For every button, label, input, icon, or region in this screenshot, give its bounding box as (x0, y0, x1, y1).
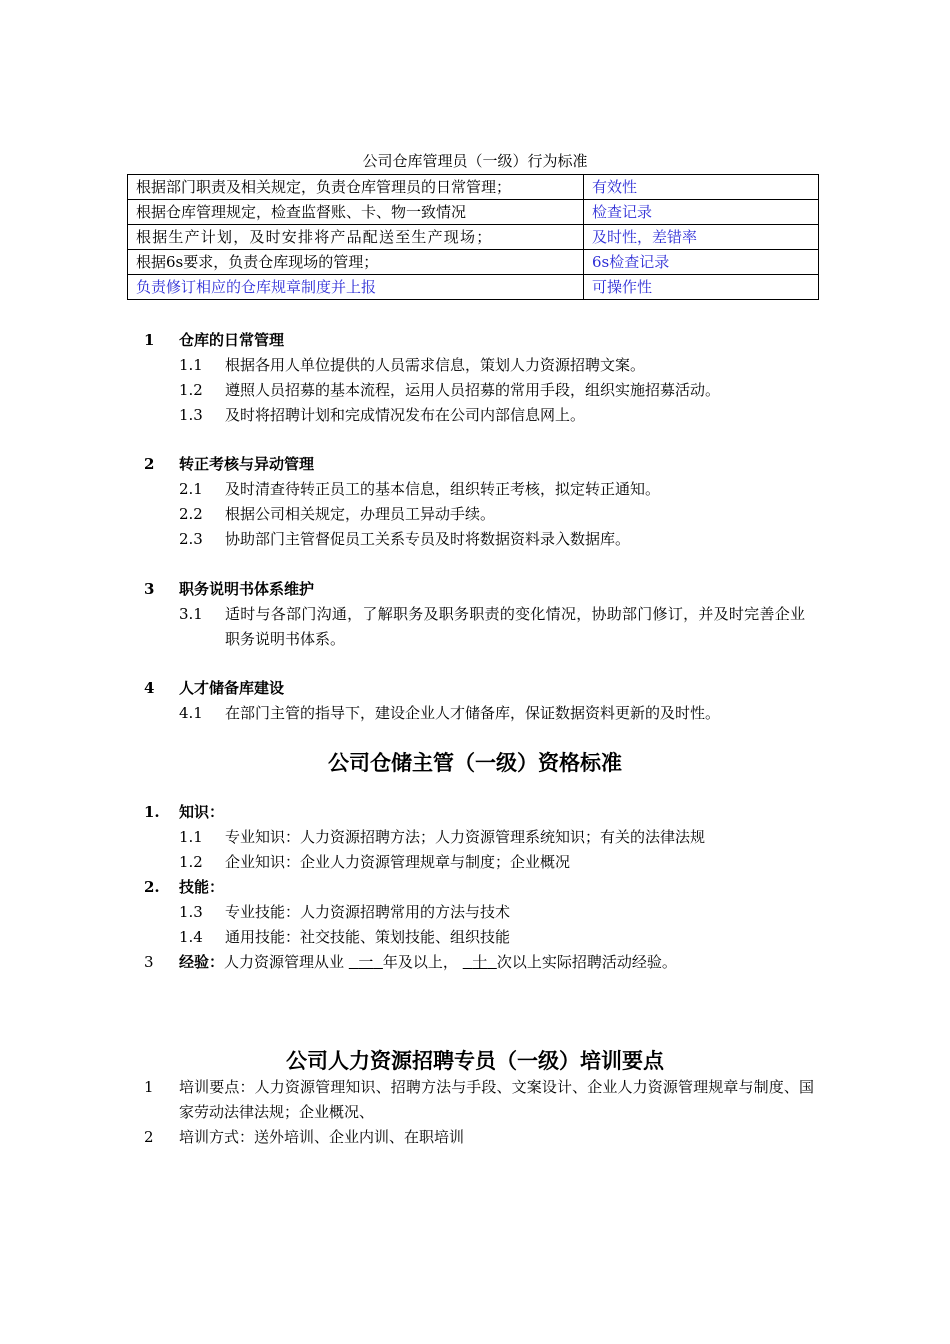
item-text: 通用技能：社交技能、策划技能、组织技能 (225, 928, 511, 946)
list-item (0, 527, 950, 552)
list-item (0, 825, 950, 850)
section-job-description (0, 577, 950, 652)
duty-cell: 根据部门职责及相关规定，负责仓库管理员的日常管理； (128, 175, 584, 200)
qualification-list (0, 800, 950, 975)
item-text: 根据公司相关规定，办理员工异动手续。 (225, 505, 496, 523)
section-number: 1. (144, 803, 160, 821)
section-title: 仓库的日常管理 (179, 331, 285, 349)
section-daily-management (0, 328, 950, 428)
standard-cell: 及时性，差错率 (584, 225, 819, 250)
list-item (0, 900, 950, 925)
item-number: 1.3 (179, 903, 203, 921)
qualification-title: 公司仓储主管（一级）资格标准 (328, 750, 622, 775)
item-number: 2 (144, 1128, 154, 1146)
item-text: 根据各用人单位提供的人员需求信息，策划人力资源招聘文案。 (225, 356, 646, 374)
item-number: 2.2 (179, 505, 203, 523)
list-item (0, 502, 950, 527)
table-row (128, 275, 819, 300)
list-item (0, 353, 950, 378)
duty-cell: 根据仓库管理规定，检查监督账、卡、物一致情况 (128, 200, 584, 225)
behavior-standard-table (127, 174, 819, 300)
item-number: 4.1 (179, 704, 203, 722)
years-value: 一 (358, 953, 374, 971)
list-item (0, 701, 950, 726)
experience-years (349, 953, 383, 971)
table-row (128, 200, 819, 225)
item-text: 及时清查待转正员工的基本信息，组织转正考核，拟定转正通知。 (225, 480, 661, 498)
duty-cell: 根据生产计划，及时安排将产品配送至生产现场； (128, 225, 584, 250)
section-title: 职务说明书体系维护 (179, 580, 315, 598)
list-item (0, 1125, 950, 1150)
item-text: 及时将招聘计划和完成情况发布在公司内部信息网上。 (225, 406, 586, 424)
section-heading (0, 676, 950, 701)
table-row (128, 225, 819, 250)
list-item (0, 1075, 950, 1125)
standard-cell: 有效性 (584, 175, 819, 200)
experience-part3: 次以上实际招聘活动经验。 (496, 953, 677, 971)
section-title: 知识： (179, 803, 225, 821)
section-regularization (0, 452, 950, 552)
item-text: 专业技能：人力资源招聘常用的方法与技术 (225, 903, 511, 921)
section-heading (0, 577, 950, 602)
experience-line (0, 950, 950, 975)
section-heading (0, 328, 950, 353)
experience-text (179, 950, 677, 975)
section-title: 转正考核与异动管理 (179, 455, 315, 473)
duty-cell: 负责修订相应的仓库规章制度并上报 (128, 275, 584, 300)
item-number: 3.1 (179, 605, 203, 623)
list-item (0, 378, 950, 403)
experience-part1: 人力资源管理从业 (224, 953, 345, 971)
list-item (0, 477, 950, 502)
list-item (0, 850, 950, 875)
experience-part2: 年及以上， (382, 953, 458, 971)
item-text: 培训要点：人力资源管理知识、招聘方法与手段、文案设计、企业人力资源管理规章与制度、国家劳动法律法规；企业概况、 (179, 1078, 814, 1121)
duty-cell: 根据6s要求，负责仓库现场的管理； (128, 250, 584, 275)
list-item (0, 925, 950, 950)
section-number: 3 (144, 953, 154, 971)
table-row (128, 175, 819, 200)
item-text: 遵照人员招募的基本流程，运用人员招募的常用手段，组织实施招募活动。 (225, 381, 721, 399)
item-number: 1.2 (179, 381, 203, 399)
item-number: 1.1 (179, 828, 203, 846)
item-text: 在部门主管的指导下，建设企业人才储备库，保证数据资料更新的及时性。 (225, 704, 721, 722)
item-number: 1.1 (179, 356, 203, 374)
item-number: 1.2 (179, 853, 203, 871)
standard-cell: 6s检查记录 (584, 250, 819, 275)
section-heading (0, 452, 950, 477)
item-text: 协助部门主管督促员工关系专员及时将数据资料录入数据库。 (225, 530, 631, 548)
section-number: 3 (144, 580, 155, 598)
section-title: 人才储备库建设 (179, 679, 285, 697)
table-title: 公司仓库管理员（一级）行为标准 (362, 152, 588, 170)
experience-times (463, 953, 497, 971)
item-number: 2.3 (179, 530, 203, 548)
section-number: 2 (144, 455, 155, 473)
item-text: 企业知识：企业人力资源管理规章与制度；企业概况 (225, 853, 571, 871)
standard-cell: 检查记录 (584, 200, 819, 225)
item-number: 1.4 (179, 928, 203, 946)
item-text: 培训方式：送外培训、企业内训、在职培训 (179, 1128, 465, 1146)
list-item (0, 602, 950, 652)
item-number: 2.1 (179, 480, 203, 498)
item-number: 1 (144, 1078, 154, 1096)
item-number: 1.3 (179, 406, 203, 424)
standard-cell: 可操作性 (584, 275, 819, 300)
section-number: 1 (144, 331, 155, 349)
section-number: 2. (144, 878, 160, 896)
training-list (0, 1075, 950, 1150)
knowledge-heading (0, 800, 950, 825)
section-title: 技能： (179, 878, 225, 896)
skills-heading (0, 875, 950, 900)
table-row (128, 250, 819, 275)
list-item (0, 403, 950, 428)
item-text: 适时与各部门沟通，了解职务及职务职责的变化情况，协助部门修订，并及时完善企业职务说明书体系。 (225, 605, 805, 648)
times-value: 十 (472, 953, 488, 971)
experience-label: 经验： (179, 953, 225, 971)
section-talent-pool (0, 676, 950, 726)
training-title: 公司人力资源招聘专员（一级）培训要点 (286, 1048, 664, 1073)
section-number: 4 (144, 679, 155, 697)
item-text: 专业知识：人力资源招聘方法；人力资源管理系统知识；有关的法律法规 (225, 828, 706, 846)
